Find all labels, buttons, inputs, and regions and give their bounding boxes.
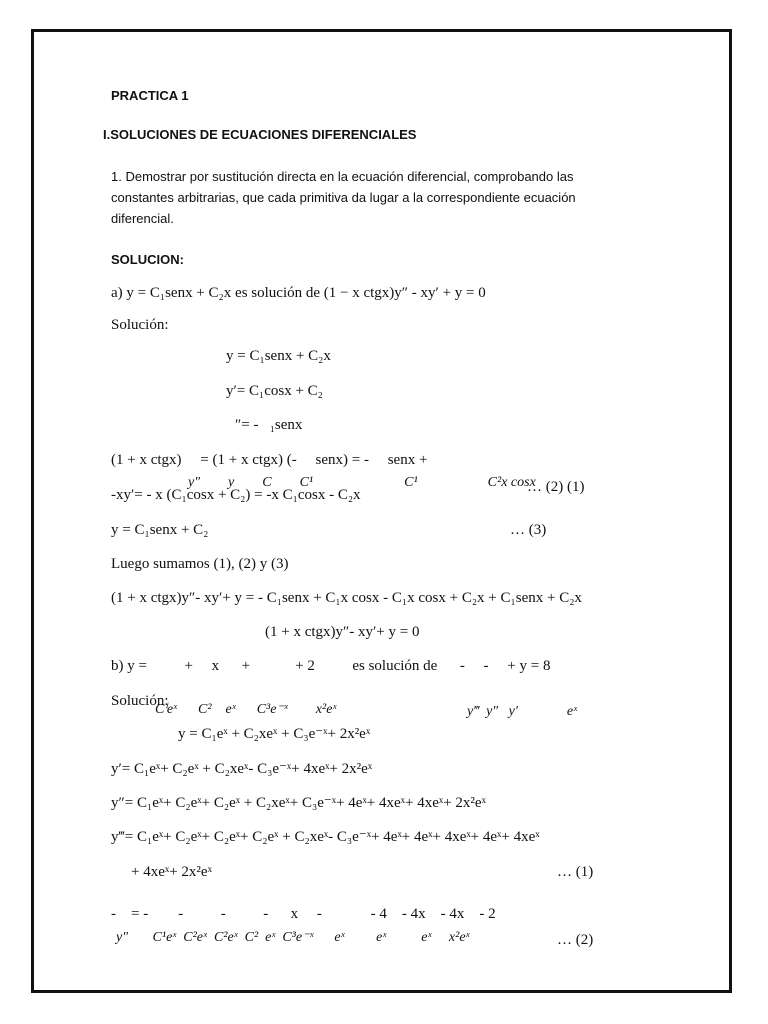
part-b-y-triple-prime: y‴= C₁eˣ+ C₂eˣ+ C₂eˣ+ C₂eˣ + C₂xeˣ- C₃e⁻ˣ+ 4eˣ+ 4eˣ+ 4xeˣ+ 4eˣ+ 4xeˣ bbox=[111, 829, 540, 845]
part-b-y-prime: y′= C₁eˣ+ C₂eˣ + C₂xeˣ- C₃e⁻ˣ+ 4xeˣ+ 2x²eˣ bbox=[111, 761, 373, 777]
part-b-y-triple-prime-cont: + 4xeˣ+ 2x²eˣ bbox=[131, 864, 212, 880]
part-a-ref-3: … (3) bbox=[510, 522, 547, 538]
part-a-line-1-subscripts: y″ y C C¹ C¹ C²x cosx bbox=[188, 475, 536, 490]
problem-line-3: diferencial. bbox=[111, 211, 174, 226]
problem-line-2: constantes arbitrarias, que cada primitiva da lugar a la correspondiente ecuación bbox=[111, 190, 576, 205]
part-a-solucion-label: Solución: bbox=[111, 317, 169, 333]
part-b-derivatives-row: y‴ y″ y′ eˣ bbox=[467, 704, 578, 719]
part-a-result: (1 + x ctgx)y″- xy′+ y = 0 bbox=[265, 624, 420, 640]
part-b-statement: b) y = + x + + 2 es solución de - - + y = 8 bbox=[111, 658, 551, 674]
solucion-heading: SOLUCION: bbox=[111, 252, 184, 267]
part-a-ref-2-1: … (2) (1) bbox=[527, 479, 585, 495]
section-title: I.SOLUCIONES DE ECUACIONES DIFERENCIALES bbox=[103, 127, 417, 142]
part-a-luego: Luego sumamos (1), (2) y (3) bbox=[111, 556, 289, 572]
part-b-last-line-terms: y″ C¹eˣ C²eˣ C²eˣ C² eˣ C³e⁻ˣ eˣ eˣ eˣ x²eˣ bbox=[116, 930, 470, 945]
part-a-y-double-prime: ″= - ₁senx bbox=[235, 417, 303, 433]
part-b-last-line: - = - - - - x - - 4 - 4x - 4x - 2 bbox=[111, 906, 496, 922]
part-a-y-prime: y′= C₁cosx + C₂ bbox=[226, 383, 323, 399]
part-a-line-1: (1 + x ctgx) = (1 + x ctgx) (- senx) = - senx + bbox=[111, 452, 428, 468]
part-b-constants-row: Cⁱeˣ C² eˣ C³e⁻ˣ x²eˣ bbox=[155, 702, 337, 717]
part-a-y: y = C₁senx + C₂x bbox=[226, 348, 331, 364]
part-b-solucion-label: Solución: bbox=[111, 693, 169, 709]
part-a-line-3: y = C₁senx + C₂ bbox=[111, 522, 209, 538]
practica-title: PRACTICA 1 bbox=[111, 88, 189, 103]
part-a-line-2: -xy′= - x (C₁cosx + C₂) = -x C₁cosx - C₂x bbox=[111, 487, 361, 503]
part-b-ref-2: … (2) bbox=[557, 932, 594, 948]
part-b-y-double-prime: y″= C₁eˣ+ C₂eˣ+ C₂eˣ + C₂xeˣ+ C₃e⁻ˣ+ 4eˣ+ 4xeˣ+ 4xeˣ+ 2x²eˣ bbox=[111, 795, 486, 811]
part-a-sum: (1 + x ctgx)y″- xy′+ y = - C₁senx + C₁x cosx - C₁x cosx + C₂x + C₁senx + C₂x bbox=[111, 590, 582, 606]
part-a-statement: a) y = C₁senx + C₂x es solución de (1 − x ctgx)y″ - xy′ + y = 0 bbox=[111, 285, 486, 301]
problem-line-1: 1. Demostrar por sustitución directa en la ecuación diferencial, comprobando las bbox=[111, 169, 574, 184]
part-b-y: y = C₁eˣ + C₂xeˣ + C₃e⁻ˣ+ 2x²eˣ bbox=[178, 726, 371, 742]
part-b-ref-1: … (1) bbox=[557, 864, 594, 880]
